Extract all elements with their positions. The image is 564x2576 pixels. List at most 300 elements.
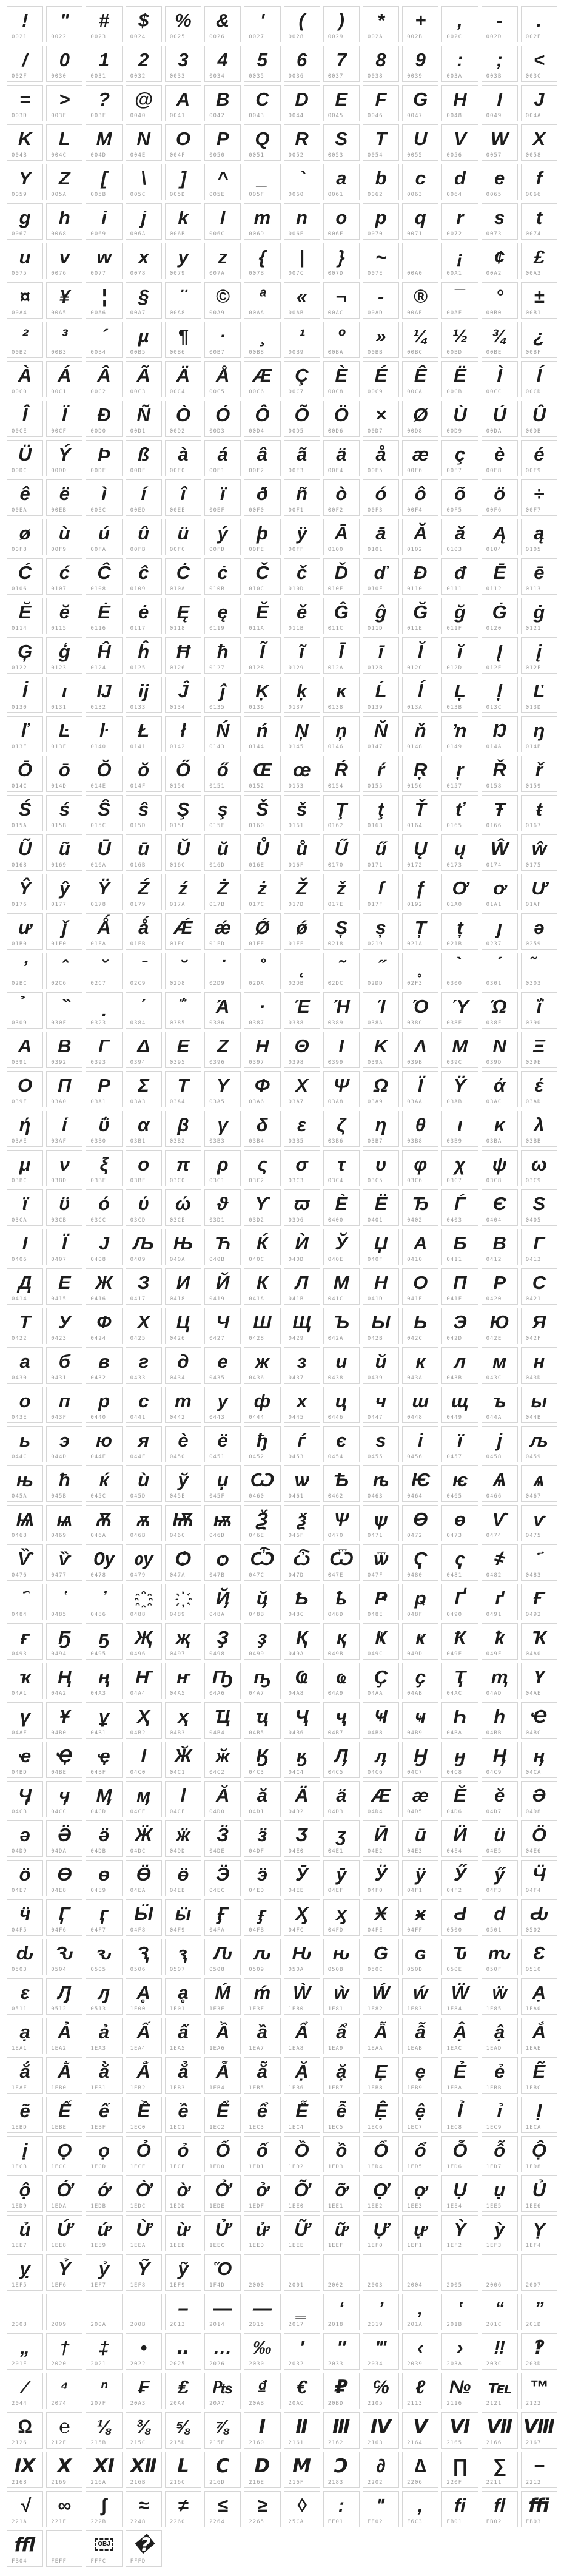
glyph-cell[interactable]	[204, 1899, 241, 1936]
glyph-cell[interactable]	[441, 874, 478, 910]
glyph-cell[interactable]	[165, 795, 201, 831]
glyph-cell[interactable]	[482, 1347, 518, 1384]
glyph-cell[interactable]	[363, 519, 399, 555]
glyph-cell[interactable]	[46, 1623, 82, 1660]
glyph-cell[interactable]	[284, 1584, 320, 1620]
glyph-cell[interactable]	[244, 46, 280, 82]
glyph-cell[interactable]	[165, 124, 201, 161]
glyph-cell[interactable]	[46, 2412, 82, 2449]
glyph-cell[interactable]	[363, 1860, 399, 1896]
glyph-cell[interactable]	[323, 1742, 360, 1778]
glyph-cell[interactable]	[204, 401, 241, 437]
glyph-cell[interactable]	[323, 2057, 360, 2094]
glyph-cell[interactable]	[7, 1387, 43, 1423]
glyph-cell[interactable]	[363, 874, 399, 910]
glyph-cell[interactable]	[482, 1742, 518, 1778]
glyph-cell[interactable]	[165, 1229, 201, 1265]
glyph-cell[interactable]	[204, 2294, 241, 2330]
glyph-cell[interactable]	[284, 913, 320, 950]
glyph-cell[interactable]	[441, 243, 478, 279]
glyph-cell[interactable]	[86, 953, 122, 989]
glyph-cell[interactable]	[521, 637, 557, 674]
glyph-cell[interactable]	[165, 2452, 201, 2488]
glyph-cell[interactable]	[284, 795, 320, 831]
glyph-cell[interactable]	[46, 2175, 82, 2212]
glyph-cell[interactable]	[482, 1229, 518, 1265]
glyph-cell[interactable]	[165, 637, 201, 674]
glyph-cell[interactable]	[323, 479, 360, 516]
glyph-cell[interactable]	[482, 1071, 518, 1107]
glyph-cell[interactable]	[441, 1071, 478, 1107]
glyph-cell[interactable]	[204, 2491, 241, 2527]
glyph-cell[interactable]	[323, 164, 360, 200]
glyph-cell[interactable]	[482, 1189, 518, 1226]
glyph-cell[interactable]	[244, 2175, 280, 2212]
glyph-cell[interactable]	[402, 479, 438, 516]
glyph-cell[interactable]	[402, 558, 438, 595]
glyph-cell[interactable]	[323, 1426, 360, 1462]
glyph-cell[interactable]	[126, 953, 162, 989]
glyph-cell[interactable]	[126, 1584, 162, 1620]
glyph-cell[interactable]	[482, 1426, 518, 1462]
glyph-cell[interactable]	[86, 1939, 122, 1975]
glyph-cell[interactable]	[441, 2018, 478, 2054]
glyph-cell[interactable]	[7, 1347, 43, 1384]
glyph-cell[interactable]	[165, 2136, 201, 2172]
glyph-cell[interactable]	[244, 1899, 280, 1936]
glyph-cell[interactable]	[86, 558, 122, 595]
glyph-cell[interactable]	[482, 1939, 518, 1975]
glyph-cell[interactable]	[402, 2294, 438, 2330]
glyph-cell[interactable]	[363, 1308, 399, 1344]
glyph-cell[interactable]	[402, 2136, 438, 2172]
glyph-cell[interactable]	[284, 2018, 320, 2054]
glyph-cell[interactable]	[244, 2333, 280, 2370]
glyph-cell[interactable]	[244, 282, 280, 319]
glyph-cell[interactable]	[86, 2491, 122, 2527]
glyph-cell[interactable]	[402, 282, 438, 319]
glyph-cell[interactable]	[7, 913, 43, 950]
glyph-cell[interactable]	[86, 1150, 122, 1186]
glyph-cell[interactable]	[521, 1347, 557, 1384]
glyph-cell[interactable]	[441, 2412, 478, 2449]
glyph-cell[interactable]	[402, 124, 438, 161]
glyph-cell[interactable]	[323, 1465, 360, 1502]
glyph-cell[interactable]	[86, 1465, 122, 1502]
glyph-cell[interactable]	[7, 2412, 43, 2449]
glyph-cell[interactable]	[204, 203, 241, 240]
glyph-cell[interactable]	[7, 1742, 43, 1778]
glyph-cell[interactable]	[482, 1505, 518, 1541]
glyph-cell[interactable]	[402, 716, 438, 752]
glyph-cell[interactable]	[521, 2018, 557, 2054]
glyph-cell[interactable]	[284, 637, 320, 674]
glyph-cell[interactable]	[521, 479, 557, 516]
glyph-cell[interactable]	[363, 716, 399, 752]
glyph-cell[interactable]	[46, 6, 82, 42]
glyph-cell[interactable]	[7, 1584, 43, 1620]
glyph-cell[interactable]	[204, 124, 241, 161]
glyph-cell[interactable]	[165, 2491, 201, 2527]
glyph-cell[interactable]	[521, 716, 557, 752]
glyph-cell[interactable]	[126, 2452, 162, 2488]
glyph-cell[interactable]	[86, 6, 122, 42]
glyph-cell[interactable]	[46, 1702, 82, 1739]
glyph-cell[interactable]	[402, 1032, 438, 1068]
glyph-cell[interactable]	[323, 992, 360, 1029]
glyph-cell[interactable]	[86, 1663, 122, 1699]
glyph-cell[interactable]	[323, 203, 360, 240]
glyph-cell[interactable]	[284, 558, 320, 595]
glyph-cell[interactable]	[126, 677, 162, 713]
glyph-cell[interactable]	[204, 2333, 241, 2370]
glyph-cell[interactable]	[402, 756, 438, 792]
glyph-cell[interactable]	[244, 2018, 280, 2054]
glyph-cell[interactable]	[46, 440, 82, 476]
glyph-cell[interactable]	[323, 558, 360, 595]
glyph-cell[interactable]	[86, 2254, 122, 2291]
glyph-cell[interactable]	[441, 519, 478, 555]
glyph-cell[interactable]	[323, 795, 360, 831]
glyph-cell[interactable]	[284, 756, 320, 792]
glyph-cell[interactable]	[363, 203, 399, 240]
glyph-cell[interactable]	[323, 440, 360, 476]
glyph-cell[interactable]	[86, 1820, 122, 1857]
glyph-cell[interactable]	[441, 1268, 478, 1305]
glyph-cell[interactable]	[244, 1623, 280, 1660]
glyph-cell[interactable]	[284, 519, 320, 555]
glyph-cell[interactable]	[46, 558, 82, 595]
glyph-cell[interactable]	[204, 1702, 241, 1739]
glyph-cell[interactable]	[284, 1071, 320, 1107]
glyph-cell[interactable]	[126, 440, 162, 476]
glyph-cell[interactable]	[86, 1032, 122, 1068]
glyph-cell[interactable]	[86, 1860, 122, 1896]
glyph-cell[interactable]	[402, 598, 438, 634]
glyph-cell[interactable]	[323, 1820, 360, 1857]
glyph-cell[interactable]	[7, 1308, 43, 1344]
glyph-cell[interactable]	[86, 46, 122, 82]
glyph-cell[interactable]	[46, 479, 82, 516]
glyph-cell[interactable]	[521, 1505, 557, 1541]
glyph-cell[interactable]	[402, 243, 438, 279]
glyph-cell[interactable]	[46, 322, 82, 358]
glyph-cell[interactable]	[86, 756, 122, 792]
glyph-cell[interactable]	[126, 2215, 162, 2251]
glyph-cell[interactable]	[7, 282, 43, 319]
glyph-cell[interactable]	[244, 361, 280, 397]
glyph-cell[interactable]	[204, 1781, 241, 1817]
glyph-cell[interactable]	[441, 2373, 478, 2409]
glyph-cell[interactable]	[244, 598, 280, 634]
glyph-cell[interactable]	[482, 282, 518, 319]
glyph-cell[interactable]	[126, 1742, 162, 1778]
glyph-cell[interactable]	[244, 124, 280, 161]
glyph-cell[interactable]	[86, 1781, 122, 1817]
glyph-cell[interactable]	[165, 203, 201, 240]
glyph-cell[interactable]	[284, 2452, 320, 2488]
glyph-cell[interactable]	[7, 1465, 43, 1502]
glyph-cell[interactable]	[7, 519, 43, 555]
glyph-cell[interactable]	[441, 2136, 478, 2172]
glyph-cell[interactable]	[441, 322, 478, 358]
glyph-cell[interactable]	[323, 1505, 360, 1541]
glyph-cell[interactable]	[482, 2254, 518, 2291]
glyph-cell[interactable]	[323, 2136, 360, 2172]
glyph-cell[interactable]	[126, 203, 162, 240]
glyph-cell[interactable]	[126, 1623, 162, 1660]
glyph-cell[interactable]	[482, 558, 518, 595]
glyph-cell[interactable]	[126, 6, 162, 42]
glyph-cell[interactable]	[126, 1663, 162, 1699]
glyph-cell[interactable]	[323, 2452, 360, 2488]
glyph-cell[interactable]	[204, 2215, 241, 2251]
glyph-cell[interactable]	[284, 203, 320, 240]
glyph-cell[interactable]	[402, 795, 438, 831]
glyph-cell[interactable]	[165, 1426, 201, 1462]
glyph-cell[interactable]	[7, 1032, 43, 1068]
glyph-cell[interactable]	[46, 637, 82, 674]
glyph-cell[interactable]	[402, 1505, 438, 1541]
glyph-cell[interactable]	[363, 1426, 399, 1462]
glyph-cell[interactable]	[244, 1308, 280, 1344]
glyph-cell[interactable]	[204, 1387, 241, 1423]
glyph-cell[interactable]	[244, 2057, 280, 2094]
glyph-cell[interactable]	[7, 1505, 43, 1541]
glyph-cell[interactable]	[46, 1032, 82, 1068]
glyph-cell[interactable]	[521, 2294, 557, 2330]
glyph-cell[interactable]	[363, 2018, 399, 2054]
glyph-cell[interactable]	[323, 124, 360, 161]
glyph-cell[interactable]	[126, 1189, 162, 1226]
glyph-cell[interactable]	[441, 1939, 478, 1975]
glyph-cell[interactable]	[441, 1347, 478, 1384]
glyph-cell[interactable]	[521, 2175, 557, 2212]
glyph-cell[interactable]	[363, 1150, 399, 1186]
glyph-cell[interactable]	[86, 1268, 122, 1305]
glyph-cell[interactable]	[441, 2254, 478, 2291]
glyph-cell[interactable]	[521, 1899, 557, 1936]
glyph-cell[interactable]	[284, 716, 320, 752]
glyph-cell[interactable]	[7, 558, 43, 595]
glyph-cell[interactable]	[126, 1544, 162, 1581]
glyph-cell[interactable]	[46, 1860, 82, 1896]
glyph-cell[interactable]	[204, 795, 241, 831]
glyph-cell[interactable]	[165, 558, 201, 595]
glyph-cell[interactable]	[244, 2097, 280, 2133]
glyph-cell[interactable]	[402, 322, 438, 358]
glyph-cell[interactable]	[126, 1229, 162, 1265]
glyph-cell[interactable]	[244, 1939, 280, 1975]
glyph-cell[interactable]	[402, 1544, 438, 1581]
glyph-cell[interactable]	[204, 2175, 241, 2212]
glyph-cell[interactable]	[482, 1032, 518, 1068]
glyph-cell[interactable]	[441, 1781, 478, 1817]
glyph-cell[interactable]	[126, 2294, 162, 2330]
glyph-cell[interactable]	[244, 756, 280, 792]
glyph-cell[interactable]	[204, 2097, 241, 2133]
glyph-cell[interactable]	[165, 1150, 201, 1186]
glyph-cell[interactable]	[46, 1071, 82, 1107]
glyph-cell[interactable]	[244, 1584, 280, 1620]
glyph-cell[interactable]	[323, 1189, 360, 1226]
glyph-cell[interactable]	[204, 716, 241, 752]
glyph-cell[interactable]	[521, 1702, 557, 1739]
glyph-cell[interactable]	[7, 953, 43, 989]
glyph-cell[interactable]	[402, 637, 438, 674]
glyph-cell[interactable]	[126, 1150, 162, 1186]
glyph-cell[interactable]	[165, 1387, 201, 1423]
glyph-cell[interactable]	[482, 519, 518, 555]
glyph-cell[interactable]	[363, 1347, 399, 1384]
glyph-cell[interactable]	[441, 1663, 478, 1699]
glyph-cell[interactable]	[482, 1702, 518, 1739]
glyph-cell[interactable]	[482, 6, 518, 42]
glyph-cell[interactable]	[244, 1978, 280, 2015]
glyph-cell[interactable]	[441, 2294, 478, 2330]
glyph-cell[interactable]	[7, 677, 43, 713]
glyph-cell[interactable]	[363, 1584, 399, 1620]
glyph-cell[interactable]	[86, 124, 122, 161]
glyph-cell[interactable]	[323, 2294, 360, 2330]
glyph-cell[interactable]	[521, 1978, 557, 2015]
glyph-cell[interactable]	[441, 282, 478, 319]
glyph-cell[interactable]	[284, 1150, 320, 1186]
glyph-cell[interactable]	[441, 2097, 478, 2133]
glyph-cell[interactable]	[482, 913, 518, 950]
glyph-cell[interactable]	[7, 203, 43, 240]
glyph-cell[interactable]	[204, 1860, 241, 1896]
glyph-cell[interactable]	[165, 1742, 201, 1778]
glyph-cell[interactable]	[126, 1032, 162, 1068]
glyph-cell[interactable]	[86, 1426, 122, 1462]
glyph-cell[interactable]	[204, 1584, 241, 1620]
glyph-cell[interactable]	[165, 1465, 201, 1502]
glyph-cell[interactable]	[244, 1465, 280, 1502]
glyph-cell[interactable]	[402, 1702, 438, 1739]
glyph-cell[interactable]	[165, 1820, 201, 1857]
glyph-cell[interactable]	[126, 2530, 162, 2567]
glyph-cell[interactable]	[482, 361, 518, 397]
glyph-cell[interactable]	[244, 795, 280, 831]
glyph-cell[interactable]	[165, 834, 201, 871]
glyph-cell[interactable]	[323, 1663, 360, 1699]
glyph-cell[interactable]	[441, 716, 478, 752]
glyph-cell[interactable]	[402, 361, 438, 397]
glyph-cell[interactable]	[323, 2491, 360, 2527]
glyph-cell[interactable]	[402, 2097, 438, 2133]
glyph-cell[interactable]	[244, 2136, 280, 2172]
glyph-cell[interactable]	[402, 1860, 438, 1896]
glyph-cell[interactable]	[323, 598, 360, 634]
glyph-cell[interactable]	[204, 519, 241, 555]
glyph-cell[interactable]	[284, 1939, 320, 1975]
glyph-cell[interactable]	[284, 1505, 320, 1541]
glyph-cell[interactable]	[323, 716, 360, 752]
glyph-cell[interactable]	[165, 2057, 201, 2094]
glyph-cell[interactable]	[244, 1544, 280, 1581]
glyph-cell[interactable]	[165, 6, 201, 42]
glyph-cell[interactable]	[441, 1899, 478, 1936]
glyph-cell[interactable]	[441, 479, 478, 516]
glyph-cell[interactable]	[521, 992, 557, 1029]
glyph-cell[interactable]	[46, 282, 82, 319]
glyph-cell[interactable]	[284, 1426, 320, 1462]
glyph-cell[interactable]	[402, 1071, 438, 1107]
glyph-cell[interactable]	[165, 1663, 201, 1699]
glyph-cell[interactable]	[204, 913, 241, 950]
glyph-cell[interactable]	[7, 401, 43, 437]
glyph-cell[interactable]	[204, 2373, 241, 2409]
glyph-cell[interactable]	[126, 913, 162, 950]
glyph-cell[interactable]	[244, 1426, 280, 1462]
glyph-cell[interactable]	[126, 1505, 162, 1541]
glyph-cell[interactable]	[284, 401, 320, 437]
glyph-cell[interactable]	[363, 598, 399, 634]
glyph-cell[interactable]	[244, 2294, 280, 2330]
glyph-cell[interactable]	[86, 913, 122, 950]
glyph-cell[interactable]	[46, 2373, 82, 2409]
glyph-cell[interactable]	[244, 1781, 280, 1817]
glyph-cell[interactable]	[363, 1742, 399, 1778]
glyph-cell[interactable]	[284, 1623, 320, 1660]
glyph-cell[interactable]	[7, 440, 43, 476]
glyph-cell[interactable]	[46, 1426, 82, 1462]
glyph-cell[interactable]	[165, 1308, 201, 1344]
glyph-cell[interactable]	[86, 716, 122, 752]
glyph-cell[interactable]	[165, 440, 201, 476]
glyph-cell[interactable]	[284, 85, 320, 121]
glyph-cell[interactable]	[86, 1229, 122, 1265]
glyph-cell[interactable]	[363, 2373, 399, 2409]
glyph-cell[interactable]	[46, 2491, 82, 2527]
glyph-cell[interactable]	[126, 1308, 162, 1344]
glyph-cell[interactable]	[284, 598, 320, 634]
glyph-cell[interactable]	[363, 1268, 399, 1305]
glyph-cell[interactable]	[46, 2097, 82, 2133]
glyph-cell[interactable]	[482, 322, 518, 358]
glyph-cell[interactable]	[323, 1978, 360, 2015]
glyph-cell[interactable]	[363, 2057, 399, 2094]
glyph-cell[interactable]	[441, 1189, 478, 1226]
glyph-cell[interactable]	[165, 46, 201, 82]
glyph-cell[interactable]	[482, 2097, 518, 2133]
glyph-cell[interactable]	[204, 2452, 241, 2488]
glyph-cell[interactable]	[441, 953, 478, 989]
glyph-cell[interactable]	[284, 1702, 320, 1739]
glyph-cell[interactable]	[244, 1032, 280, 1068]
glyph-cell[interactable]	[204, 440, 241, 476]
glyph-cell[interactable]	[86, 1505, 122, 1541]
glyph-cell[interactable]	[402, 677, 438, 713]
glyph-cell[interactable]	[402, 1308, 438, 1344]
glyph-cell[interactable]	[482, 2294, 518, 2330]
glyph-cell[interactable]	[86, 2057, 122, 2094]
glyph-cell[interactable]	[284, 2175, 320, 2212]
glyph-cell[interactable]	[521, 1465, 557, 1502]
glyph-cell[interactable]	[7, 361, 43, 397]
glyph-cell[interactable]	[244, 677, 280, 713]
glyph-cell[interactable]	[204, 1623, 241, 1660]
glyph-cell[interactable]	[482, 1268, 518, 1305]
glyph-cell[interactable]	[126, 992, 162, 1029]
glyph-cell[interactable]	[165, 2373, 201, 2409]
glyph-cell[interactable]	[126, 558, 162, 595]
glyph-cell[interactable]	[126, 716, 162, 752]
glyph-cell[interactable]	[46, 124, 82, 161]
glyph-cell[interactable]	[402, 953, 438, 989]
glyph-cell[interactable]	[363, 1820, 399, 1857]
